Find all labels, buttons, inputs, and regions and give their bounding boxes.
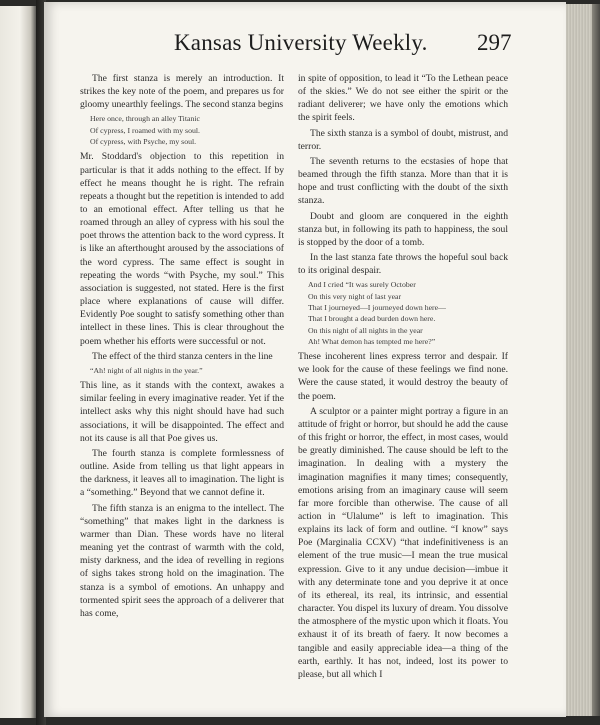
paragraph: These incoherent lines express terror and despair. If we look for the cause of these feelings we find none. Were the cause stated, it would destroy the beauty of the poem. [298, 351, 508, 402]
paragraph: The fourth stanza is complete formlessness of outline. Aside from telling us that light appears in the darkness, it leaves all to imagination. The light is a “something.” Beyond that we cannot define it. [80, 447, 284, 499]
verse-line: Of cypress, with Psyche, my soul. [90, 137, 197, 147]
left-column [80, 72, 284, 622]
facing-page-edge [0, 6, 36, 718]
verse-quote [90, 365, 284, 376]
verse-line: That I journeyed—I journeyed down here— [308, 302, 446, 312]
verse-line: Ah! What demon has tempted me here?” [308, 336, 436, 346]
paragraph: The fifth stanza is an enigma to the intellect. The “something” that makes light in the darkness is warmer than Dian. These words have no literal meaning yet the contrast of warmth with the cold, misty darkness, and the idea of revelling in regions of sighs takes strong hold on the imagination. The stanza is a symbol of emotions. An unhappy and tormented spirit sees the approach of a deliverer that has come, [80, 502, 284, 619]
paragraph: The seventh returns to the ecstasies of hope that beamed through the fifth stanza. More than that it is hope and trust conflicting with the doubt of the sixth stanza. [298, 155, 508, 207]
verse-line: Here once, through an alley Titanic [90, 114, 200, 124]
paragraph: In the last stanza fate throws the hopeful soul back to its original despair. [298, 252, 508, 277]
verse-quote [308, 279, 508, 347]
paragraph: Doubt and gloom are conquered in the eighth stanza but, in following its path to happiness, the soul is stopped by the door of a tomb. [298, 210, 508, 248]
paragraph: in spite of opposition, to lead it “To the Lethean peace of the skies.” We do not see either the spirit or the radiant deliverer; we have only the emotions which the spirit feels. [298, 73, 508, 124]
verse-line: That I brought a dead burden down here. [308, 314, 436, 324]
verse-line: On this night of all nights in the year [308, 325, 423, 335]
page-header [44, 30, 566, 60]
paragraph: This line, as it stands with the context, awakes a similar feeling in every imaginative reader. Yet if the intellect asks why this night should have had such associations, it will be disappointed. The effect and not its cause is all that Poe gives us. [80, 380, 284, 444]
paragraph: The effect of the third stanza centers in the line [92, 350, 273, 362]
book-page [44, 2, 566, 717]
verse-line: Of cypress, I roamed with my soul. [90, 125, 201, 135]
verse-line: And I cried “It was surely October [308, 280, 416, 290]
paragraph: The first stanza is merely an introduction. It strikes the key note of the poem, and prepares us for gloomy unearthly feelings. The second stanza begins [80, 73, 284, 111]
paragraph: A sculptor or a painter might portray a figure in an attitude of fright or horror, but should he add the cause of this fright or horror, the effect, in most cases, would be greatly diminished. The cause should be left to the imagination. In dealing with a mystery the imagination magnifies it many times; consequently, emotions arising from an imaginary cause will seem far more forcible than otherwise. The cause of all action in “Ulalume” is left to imagination. This explains its lack of form and outline. “I know” says Poe (Marginalia CCXV) “that indefinitiveness is an element of the true music—I mean the true musical expression. Give to it any undue decision—imbue it with any determinate tone and you deprive it at once of its ethereal, its real, its intrinsic, and essential character. You dispel its luxury of dream. You dissolve the atmosphere of the mystic upon which it floats. You exhaust it of its breath of faery. It now becomes a tangible and easily appreciable idea—a thing of the earth, earthly. It has not, indeed, lost its power to please, but all which I [298, 405, 508, 680]
verse-quote [90, 113, 284, 147]
right-column [298, 72, 508, 683]
page-number: 297 [477, 30, 512, 55]
paragraph: Mr. Stoddard's objection to this repetition in particular is that it adds nothing to the effect. If by effect he means thought he is right. The refrain repeats a thought but the repetition is intended to add to an emotional effect. After telling us that he roamed through an alley of cypress with his soul the poet throws the attention back to the word cypress. It is like an afterthought aroused by the associations of the word cypress. The same effect is sought in repeating the words “with Psyche, my soul.” This association is suggested, not stated. Here is the first place where explanations of cause will differ. Evidently Poe sought to satisfy something other than intellect in these lines. This is clear throughout the poem whether his efforts were successful or not. [80, 151, 284, 347]
running-title: Kansas University Weekly. [174, 30, 428, 55]
paragraph: The sixth stanza is a symbol of doubt, mistrust, and terror. [298, 127, 508, 152]
verse-line: “Ah! night of all nights in the year.” [90, 365, 203, 375]
page-stack-edge [562, 4, 600, 716]
verse-line: On this very night of last year [308, 291, 402, 301]
